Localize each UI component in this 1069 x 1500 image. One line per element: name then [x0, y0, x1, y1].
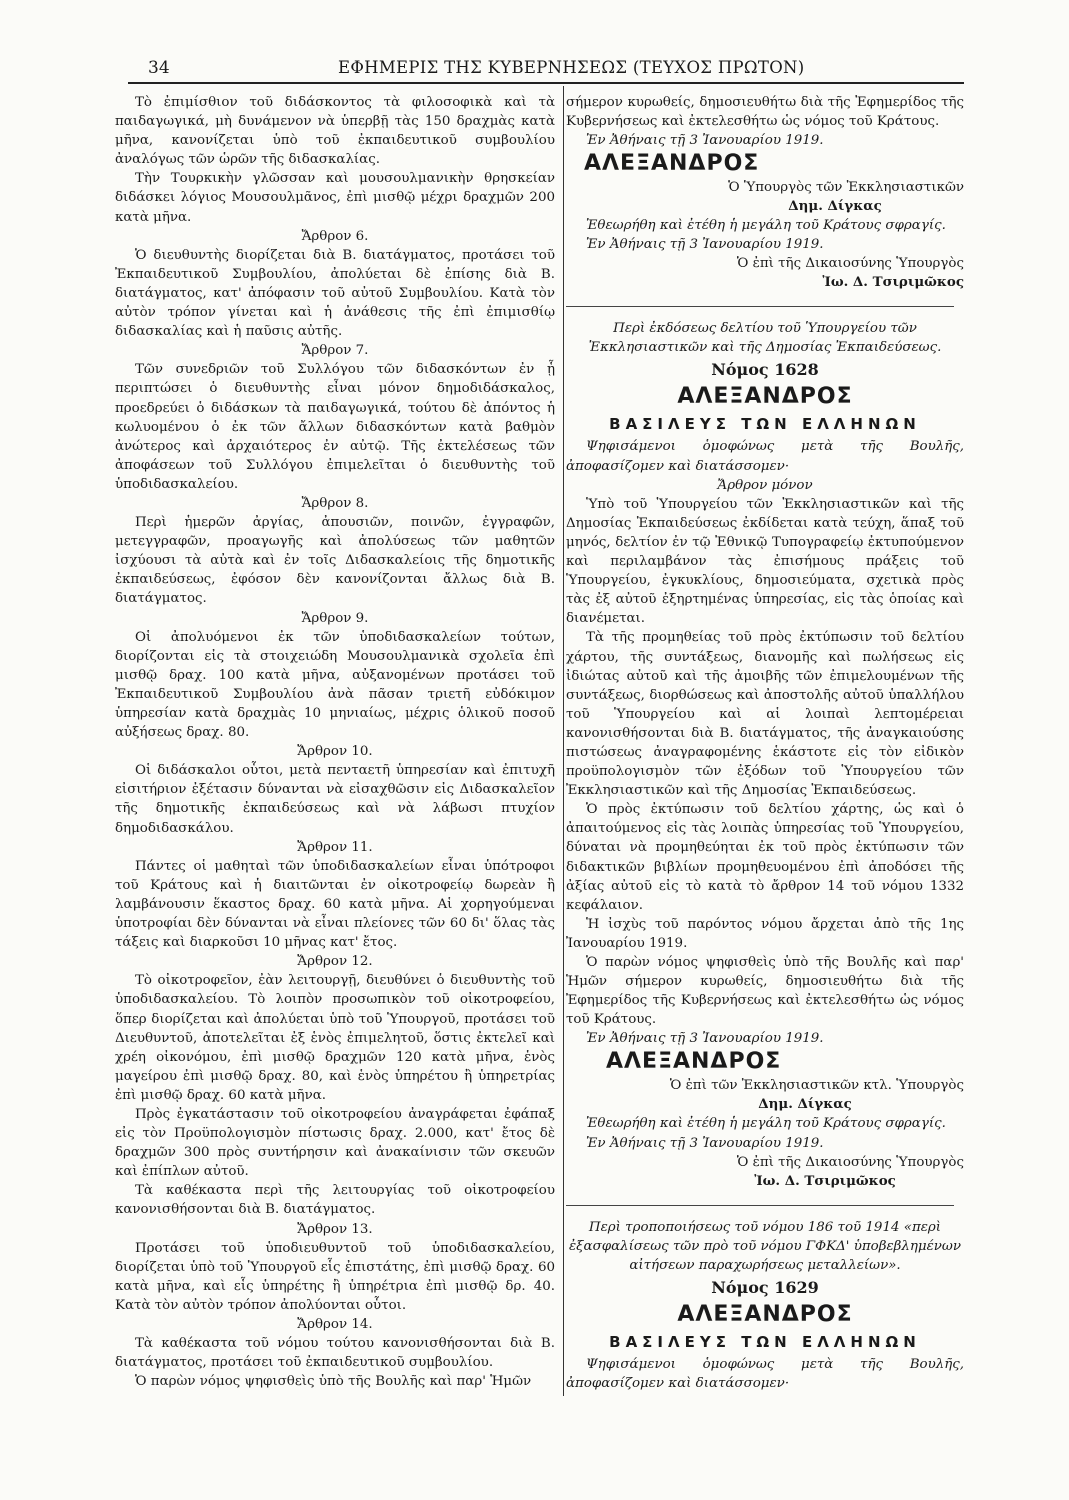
paragraph: Ὁ πρὸς ἐκτύπωσιν τοῦ δελτίου χάρτης, ὡς καὶ ὁ ἀπαιτούμενος εἰς τὰς λοιπὰς ὑπηρεσίας τοῦ Ὑπουργείου, δύναται νὰ προμηθεύηται ἐκ τοῦ πρὸς ἐκτύπωσιν τῶν διδακτικῶν βιβλίων προμηθευομένου ἐπὶ ἀποδόσει τῆς ἀξίας αὐτοῦ εἰς τὸ κατὰ τὸ ἄρθρον 14 τοῦ νόμου 1332 κεφάλαιον. [566, 802, 964, 913]
article-heading: Ἄρθρον 11. [297, 839, 373, 855]
king-name: ΑΛΕΞΑΝΔΡΟΣ [584, 151, 760, 177]
law-number: Νόμος 1629 [711, 1277, 819, 1297]
paragraph: σήμερον κυρωθείς, δημοσιευθήτω διὰ τῆς Ἐφημερίδος τῆς Κυβερνήσεως καὶ ἐκτελεσθήτω ὡς νόμος τοῦ Κράτους. [566, 95, 964, 130]
page-number: 34 [148, 58, 170, 78]
section-divider [566, 1205, 954, 1206]
seal-line: Ἐθεωρήθη καὶ ἐτέθη ἡ μεγάλη τοῦ Κράτους σφραγίς. [586, 218, 946, 234]
paragraph: Ἡ ἰσχὺς τοῦ παρόντος νόμου ἄρχεται ἀπὸ τῆς 1ης Ἰανουαρίου 1919. [566, 916, 964, 951]
paragraph: Τὰ τῆς προμηθείας τοῦ πρὸς ἐκτύπωσιν τοῦ δελτίου χάρτου, τῆς συντάξεως, διανομῆς καὶ πωλήσεως εἰς ἰδιώτας αὐτοῦ καὶ τῆς ἀμοιβῆς τῶν ἐπιμελουμένων τῆς συντάξεως, διορθώσεως καὶ ἀποστολῆς αὐτοῦ ὑπαλλήλου τοῦ Ὑπουργείου καὶ αἱ λοιπαὶ λεπτομέρειαι κανονισθήσονται διὰ Β. διατάγματος, τῆς ἀναγκαιούσης πιστώσεως ἀναγραφομένης ἑκάστοτε εἰς τὸν εἰδικὸν προϋπολογισμὸν τῶν ἐξόδων τοῦ Ὑπουργείου τῶν Ἐκκλησιαστικῶν καὶ τῆς Δημοσίας Ἐκπαιδεύσεως. [566, 630, 964, 799]
article-heading: Ἄρθρον 13. [297, 1221, 373, 1237]
date-line: Ἐν Ἀθήναις τῇ 3 Ἰανουαρίου 1919. [586, 237, 824, 253]
right-column [566, 93, 964, 1393]
page-header [128, 58, 928, 82]
minister-title: Ὁ ἐπὶ τῆς Δικαιοσύνης Ὑπουργὸς [736, 256, 964, 272]
signature: Δημ. Δίγκας [788, 198, 882, 215]
minister-title: Ὁ ἐπὶ τῶν Ἐκκλησιαστικῶν κτλ. Ὑπουργὸς [669, 1078, 964, 1094]
article-heading: Ἄρθρον μόνον [717, 477, 813, 493]
signature: Ἰω. Δ. Τσιριμῶκος [822, 274, 964, 291]
date-line: Ἐν Ἀθήναις τῇ 3 Ἰανουαρίου 1919. [586, 1135, 824, 1151]
paragraph: Ὁ διευθυντὴς διορίζεται διὰ Β. διατάγματος, προτάσει τοῦ Ἐκπαιδευτικοῦ Συμβουλίου, ἀπολύεται δὲ ἐπίσης διὰ Β. διατάγματος, κατ' ἀπόφασιν τοῦ αὐτοῦ Συμβουλίου. Κατὰ τὸν αὐτὸν τρόπον γίνεται καὶ ἡ ἀνάθεσις τῆς ἐπὶ ἐπιμισθίῳ διδασκαλίας καὶ ἡ παῦσις αὐτῆς. [115, 247, 555, 340]
article-heading: Ἄρθρον 6. [301, 228, 369, 244]
paragraph: Οἱ ἀπολυόμενοι ἐκ τῶν ὑποδιδασκαλείων τούτων, διορίζονται εἰς τὰ στοιχειώδη Μουσουλμανικὰ σχολεῖα ἐπὶ μισθῷ δραχ. 100 κατὰ μῆνα, αὐξανομένων προτάσει τοῦ Ἐκπαιδευτικοῦ Συμβουλίου ἀνὰ πᾶσαν τριετῆ εὐδόκιμον ὑπηρεσίαν κατὰ δραχμὰς 10 μηνιαίως, μέχρις ὁλικοῦ ποσοῦ αὐξήσεως δραχ. 80. [115, 629, 555, 741]
article-heading: Ἄρθρον 12. [297, 954, 373, 970]
date-line: Ἐν Ἀθήναις τῇ 3 Ἰανουαρίου 1919. [586, 133, 824, 149]
paragraph: Ὁ παρὼν νόμος ψηφισθεὶς ὑπὸ τῆς Βουλῆς καὶ παρ' Ἡμῶν [135, 1374, 532, 1390]
article-heading: Ἄρθρον 7. [301, 343, 369, 359]
king-subtitle: ΒΑΣΙΛΕΥΣ ΤΩΝ ΕΛΛΗΝΩΝ [609, 415, 921, 434]
law-number: Νόμος 1628 [711, 360, 819, 380]
signature: Δημ. Δίγκας [758, 1096, 852, 1113]
paragraph: Τὸ ἐπιμίσθιον τοῦ διδάσκοντος τὰ φιλοσοφικὰ καὶ τὰ παιδαγωγικά, μὴ δυνάμενον νὰ ὑπερβῇ τὰς 150 δραχμὰς κατὰ μῆνα, κανονίζεται ὑπὸ τοῦ ἐκπαιδευτικοῦ συμβουλίου ἀναλόγως τῶν ὡρῶν τῆς διδασκαλίας. [115, 95, 555, 168]
signature: Ἰω. Δ. Τσιριμῶκος [754, 1172, 896, 1189]
paragraph: Τῶν συνεδριῶν τοῦ Συλλόγου τῶν διδασκόντων ἐν ᾗ περιπτώσει ὁ διευθυντὴς εἶναι μόνον δημοδιδάσκαλος, προεδρεύει ὁ διδάσκων τὰ παιδαγωγικά, τούτου δὲ ἀπόντος ἡ κωλυομένου ὁ ἐκ τῶν ἄλλων διδασκόντων κατὰ βαθμὸν ἀνώτερος καὶ ἀρχαιότερος ἐν αὐτῷ. Τῆς ἐκτελέσεως τῶν ἀποφάσεων τοῦ Συλλόγου ἐπιμελεῖται ὁ διευθυντὴς τοῦ ὑποδιδασκαλείου. [115, 362, 555, 492]
enactment-formula: Ψηφισάμενοι ὁμοφώνως μετὰ τῆς Βουλῆς, ἀποφασίζομεν καὶ διατάσσομεν· [566, 439, 964, 474]
date-line: Ἐν Ἀθήναις τῇ 3 Ἰανουαρίου 1919. [586, 1031, 824, 1047]
king-subtitle: ΒΑΣΙΛΕΥΣ ΤΩΝ ΕΛΛΗΝΩΝ [609, 1332, 921, 1351]
section-divider [566, 306, 954, 307]
minister-title: Ὁ Ὑπουργὸς τῶν Ἐκκλησιαστικῶν [728, 180, 964, 196]
enactment-formula: Ψηφισάμενοι ὁμοφώνως μετὰ τῆς Βουλῆς, ἀποφασίζομεν καὶ διατάσσομεν· [566, 1356, 964, 1391]
paragraph: Περὶ ἡμερῶν ἀργίας, ἀπουσιῶν, ποινῶν, ἐγγραφῶν, μετεγγραφῶν, προαγωγῆς καὶ ἀπολύσεως τῶν μαθητῶν ἰσχύουσι τὰ αὐτὰ καὶ ἐν τοῖς Διδασκαλείοις τῆς δημοτικῆς ἐκπαιδεύσεως, ἐφόσον δὲν κανονίζονται ἄλλως διὰ Β. διατάγματος. [115, 515, 555, 607]
king-name: ΑΛΕΞΑΝΔΡΟΣ [677, 1301, 853, 1327]
article-heading: Ἄρθρον 14. [297, 1317, 373, 1332]
paragraph: Πάντες οἱ μαθηταὶ τῶν ὑποδιδασκαλείων εἶναι ὑπότροφοι τοῦ Κράτους καὶ ἡ διαιτῶνται ἐν οἰκοτροφείῳ δωρεὰν ἢ λαμβάνουσιν ἕκαστος δραχ. 60 κατὰ μῆνα. Αἱ χορηγούμεναι ὑποτροφίαι δὲν δύνανται νὰ εἶναι πλείονες τῶν 60 δι' ὅλας τὰς τάξεις καὶ διαρκοῦσι 10 μῆνας κατ' ἔτος. [115, 858, 555, 951]
law-title: Περὶ ἐκδόσεως δελτίου τοῦ Ὑπουργείου τῶν Ἐκκλησιαστικῶν καὶ τῆς Δημοσίας Ἐκπαιδεύσεως. [588, 321, 942, 356]
paragraph: Ὑπὸ τοῦ Ὑπουργείου τῶν Ἐκκλησιαστικῶν καὶ τῆς Δημοσίας Ἐκπαιδεύσεως ἐκδίδεται κατὰ τεύχη, ἅπαξ τοῦ μηνός, δελτίον ἐν τῷ Ἐθνικῷ Τυπογραφείῳ ἐκτυπούμενον καὶ περιλαμβάνον τὰς ἐπισήμους πράξεις τοῦ Ὑπουργείου, ἐγκυκλίους, δημοσιεύματα, σχετικὰ πρὸς τὰς ἐξ αὐτοῦ ἐξηρτημένας ὑπηρεσίας, εἰς τὰς ὁποίας καὶ διανέμεται. [566, 496, 964, 627]
article-heading: Ἄρθρον 9. [301, 610, 369, 626]
paragraph: Ὁ παρὼν νόμος ψηφισθεὶς ὑπὸ τῆς Βουλῆς καὶ παρ' Ἡμῶν σήμερον κυρωθείς, δημοσιευθήτω διὰ τῆς Ἐφημερίδος τῆς Κυβερνήσεως καὶ ἐκτελεσθήτω ὡς νόμος τοῦ Κράτους. [566, 955, 964, 1028]
article-heading: Ἄρθρον 8. [301, 495, 369, 511]
paragraph: Τὰ καθέκαστα τοῦ νόμου τούτου κανονισθήσονται διὰ Β. διατάγματος, προτάσει τοῦ ἐκπαιδευτικοῦ συμβουλίου. [115, 1336, 555, 1371]
left-column [115, 93, 555, 1391]
king-name: ΑΛΕΞΑΝΔΡΟΣ [606, 1049, 782, 1075]
minister-title: Ὁ ἐπὶ τῆς Δικαιοσύνης Ὑπουργὸς [736, 1154, 964, 1170]
column-divider [563, 86, 564, 1396]
paragraph: Τὸ οἰκοτροφεῖον, ἐὰν λειτουργῇ, διευθύνει ὁ διευθυντὴς τοῦ ὑποδιδασκαλείου. Τὸ λοιπὸν προσωπικὸν τοῦ οἰκοτροφείου, ὅπερ διορίζεται καὶ ἀπολύεται ὑπὸ τοῦ Ὑπουργοῦ, προτάσει τοῦ Διευθυντοῦ, ἀποτελεῖται ἐξ ἑνὸς ἐπιμελητοῦ, ὅστις ἐκτελεῖ καὶ χρέη οἰκονόμου, ἐπὶ μισθῷ δραχμῶν 120 κατὰ μῆνα, ἑνὸς μαγείρου ἐπὶ μισθῷ δραχ. 80, καὶ ἑνὸς ὑπηρέτου ἢ ὑπηρετρίας ἐπὶ μισθῷ δραχ. 60 κατὰ μῆνα. [115, 973, 555, 1103]
header-rule [128, 82, 964, 84]
paragraph: Πρὸς ἐγκατάστασιν τοῦ οἰκοτροφείου ἀναγράφεται ἐφάπαξ εἰς τὸν Προϋπολογισμὸν πίστωσις δραχ. 2.000, κατ' ἔτος δὲ δραχμῶν 300 πρὸς συντήρησιν καὶ ἀνακαίνισιν τῶν σκευῶν καὶ ἐπίπλων αὐτοῦ. [115, 1106, 555, 1180]
law-title: Περὶ τροποποιήσεως τοῦ νόμου 186 τοῦ 1914 «περὶ ἐξασφαλίσεως τῶν πρὸ τοῦ νόμου ΓΦΚΔ' ὑποβεβλημένων αἰτήσεων παραχωρήσεως μεταλλείων». [569, 1219, 961, 1273]
paragraph: Τὴν Τουρκικὴν γλῶσσαν καὶ μουσουλμανικὴν θρησκείαν διδάσκει λόγιος Μουσουλμᾶνος, ἐπὶ μισθῷ μέχρι δραχμῶν 200 κατὰ μῆνα. [115, 171, 555, 225]
king-name: ΑΛΕΞΑΝΔΡΟΣ [677, 384, 853, 410]
article-heading: Ἄρθρον 10. [297, 744, 373, 760]
paragraph: Τὰ καθέκαστα περὶ τῆς λειτουργίας τοῦ οἰκοτροφείου κανονισθήσονται διὰ Β. διατάγματος. [115, 1183, 555, 1218]
seal-line: Ἐθεωρήθη καὶ ἐτέθη ἡ μεγάλη τοῦ Κράτους σφραγίς. [586, 1116, 946, 1132]
paragraph: Οἱ διδάσκαλοι οὗτοι, μετὰ πενταετῆ ὑπηρεσίαν καὶ ἐπιτυχῆ εἰσιτήριον ἐξέτασιν δύνανται νὰ εἰσαχθῶσιν εἰς Διδασκαλεῖον τῆς δημοτικῆς ἐκπαιδεύσεως καὶ νὰ λάβωσι πτυχίον δημοδιδασκάλου. [115, 763, 555, 836]
paragraph: Προτάσει τοῦ ὑποδιευθυντοῦ τοῦ ὑποδιδασκαλείου, διορίζεται ὑπὸ τοῦ Ὑπουργοῦ εἷς ἐπιστάτης, ἐπὶ μισθῷ δραχ. 60 κατὰ μῆνα, καὶ εἷς ὑπηρέτης ἢ ὑπηρέτρια ἐπὶ μισθῷ δρ. 40. Κατὰ τὸν αὐτὸν τρόπον ἀπολύονται οὗτοι. [115, 1240, 555, 1313]
running-title: ΕΦΗΜΕΡΙΣ ΤΗΣ ΚΥΒΕΡΝΗΣΕΩΣ (ΤΕΥΧΟΣ ΠΡΩΤΟΝ) [338, 58, 805, 77]
